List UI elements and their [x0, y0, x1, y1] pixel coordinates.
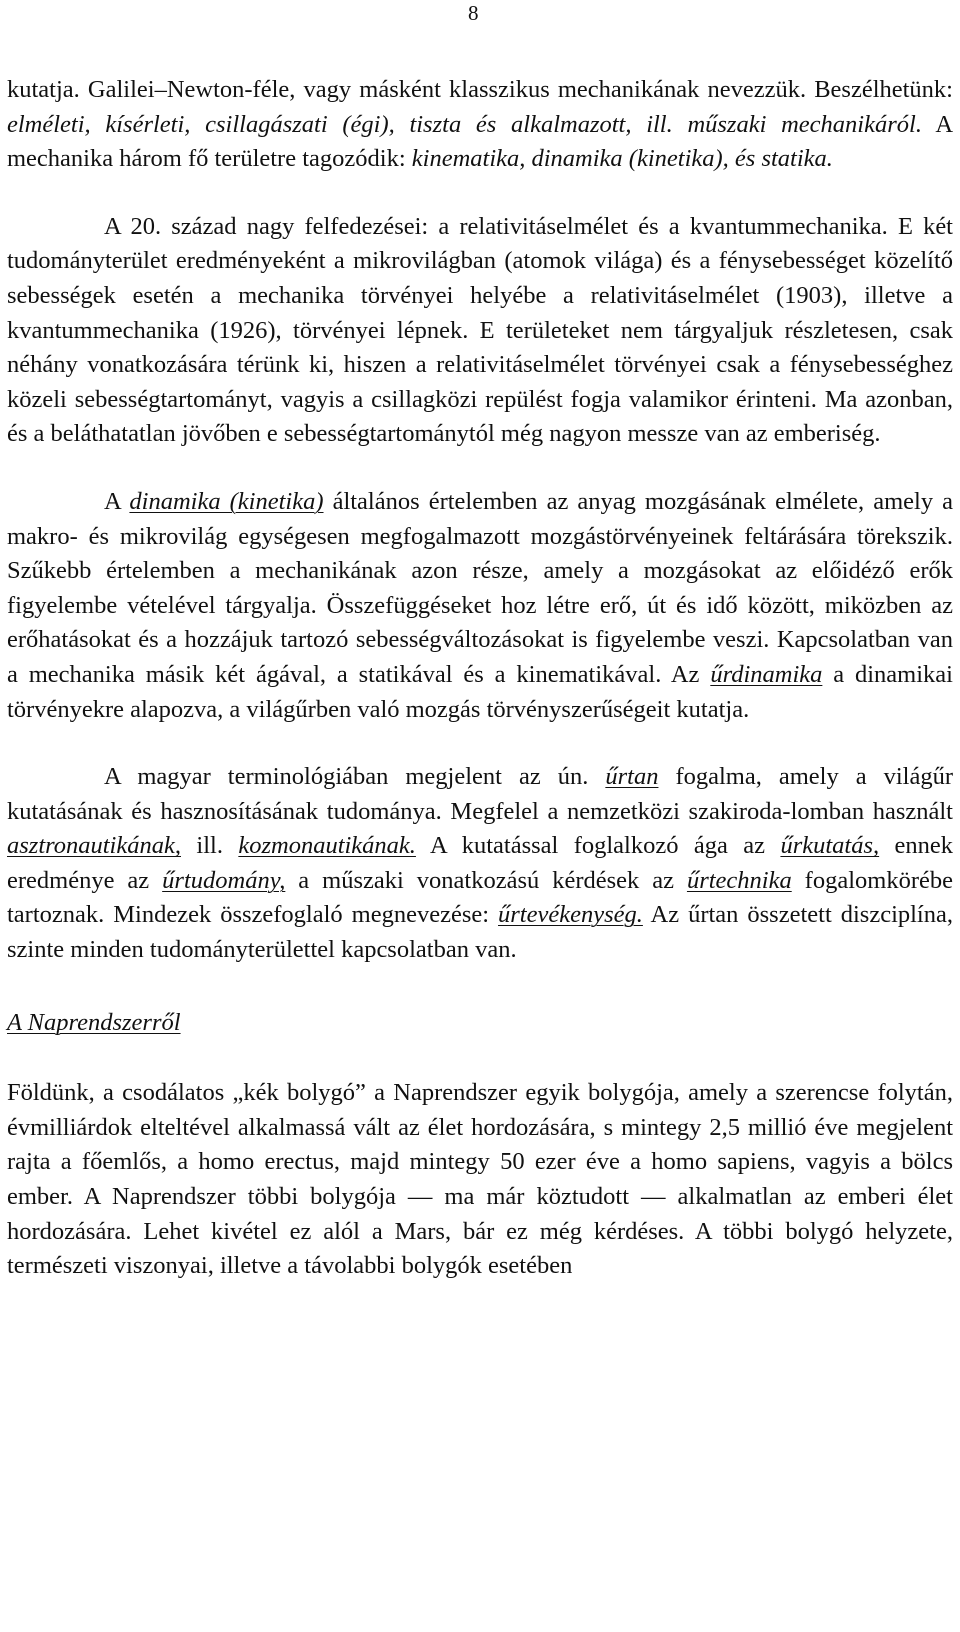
text-run: A kutatással foglalkozó ága az: [415, 832, 781, 860]
text-run: dinamika (kinetika): [129, 487, 324, 515]
text-run: a műszaki vonatkozású kérdések az: [285, 866, 687, 894]
text-run: általános értelemben az anyag mozgásának elmélete, amely a makro- és mikrovilág egységesen megfogalmazott mozgástörvényeinek feltárására törekszik. Szűkebb értelemben a mechanikának azon része, amely a mozgásokat az előidéző erők figyelembe vételével tárgyalja. Összefüggéseket hoz létre erő, út és idő között, miközben az erőhatásokat és a hozzájuk tartozó sebességváltozásokat is figyelembe veszi. Kapcsolatban van a mechanika másik két ágával, a statikával és a kinematikával. Az: [7, 487, 954, 688]
text-run: A mechanika három fő területre tagozódik:: [7, 110, 954, 173]
text-run: elméleti, kísérleti, csillagászati (égi), tiszta és alkalmazott, ill. műszaki mechanikáról.: [7, 110, 922, 138]
text-run: ennek eredménye az: [7, 832, 954, 894]
document-body: [7, 73, 953, 1284]
text-run: asztronautikának,: [7, 832, 181, 860]
paragraph-20th-century: [7, 210, 953, 452]
text-run: űrtudomány,: [162, 866, 286, 894]
page-number: 8: [468, 1, 479, 25]
text-run: A magyar terminológiában megjelent az ún.: [104, 763, 606, 791]
text-run: űrdinamika: [710, 660, 823, 688]
text-run: A 20. század nagy felfedezései: a relativitáselmélet és a kvantummechanika. E két tudományterület eredményeként a mikrovilágban (atomok világa) és a fénysebességet közelítő sebességek esetén a mechanika törvényei helyébe a relativitáselmélet (1903), illetve a kvantummechanika (1926), törvényei lépnek. E területeket nem tárgyaljuk részletesen, csak néhány vonatkozására térünk ki, hiszen a relativitáselmélet törvényei csak a fénysebességhez közeli sebességtartományt, vagyis a csillagközi repülést fogja valamikor érinteni. Ma azonban, és a beláthatatlan jövőben e sebességtartománytól még nagyon messze van az emberiség.: [7, 212, 953, 448]
text-run: űrtechnika: [686, 866, 792, 894]
text-run: fogalomkörébe tartoznak. Mindezek összefoglaló megnevezése:: [7, 866, 953, 929]
paragraph-mechanics-intro: [7, 73, 953, 177]
paragraph-dynamics: [7, 485, 953, 727]
section-heading: [7, 1006, 953, 1041]
paragraph-space-terminology: [7, 760, 953, 968]
text-run: fogalma, amely a világűr kutatásának és hasznosításának tudománya. Megfelel a nemzetközi szakiroda-lomban használt: [7, 763, 953, 825]
text-run: ill.: [181, 832, 239, 860]
text-run: A: [104, 487, 130, 515]
text-run: űrkutatás,: [780, 832, 880, 860]
text-run: Az űrtan összetett diszciplína, szinte minden tudományterülettel kapcsolatban van.: [7, 901, 953, 964]
text-run: kinematika, dinamika (kinetika), és statika.: [411, 145, 833, 173]
section-heading-text: A Naprendszerről: [7, 1008, 181, 1036]
text-run: a dinamikai törvényekre alapozva, a világűrben való mozgás törvényszerűségeit kutatja.: [7, 660, 953, 723]
paragraph-solar-system: Földünk, a csodálatos „kék bolygó” a Naprendszer egyik bolygója, amely a szerencse folytán, évmilliárdok elteltével alkalmassá vált az élet hordozására, s mintegy 2,5 millió éve megjelent rajta a főemlős, a homo erectus, majd mintegy 50 ezer éve a homo sapiens, vagyis a bölcs ember. A Naprendszer többi bolygója — ma már köztudott — alkalmatlan az emberi élet hordozására. Lehet kivétel ez alól a Mars, bár ez még kérdéses. A többi bolygó helyzete, természeti viszonyai, illetve a távolabbi bolygók esetében: [7, 1079, 953, 1280]
text-run: kozmonautikának.: [238, 832, 416, 860]
text-run: kutatja. Galilei–Newton-féle, vagy másként klasszikus mechanikának nevezzük. Beszélhetünk:: [7, 76, 953, 103]
text-run: űrtevékenység.: [498, 901, 643, 929]
text-run: űrtan: [605, 763, 659, 791]
